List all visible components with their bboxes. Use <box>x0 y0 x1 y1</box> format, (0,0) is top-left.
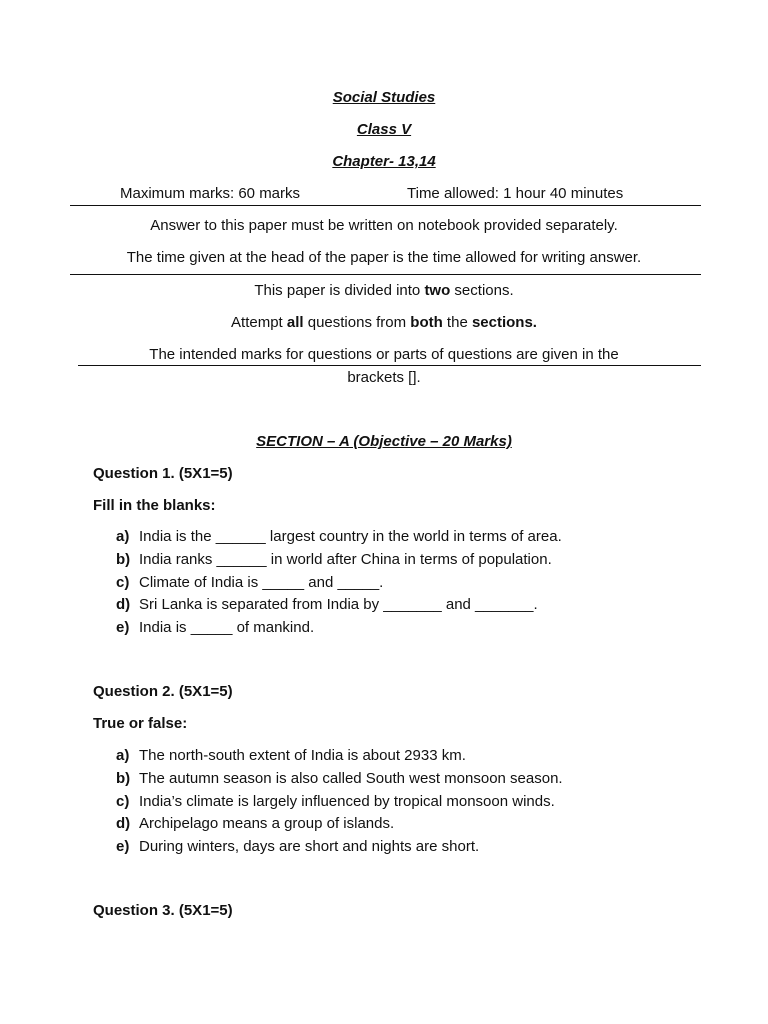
list-item <box>116 745 563 768</box>
item-text: The north-south extent of India is about 2933 km. <box>139 747 466 764</box>
item-text: Climate of India is _____ and _____. <box>139 573 384 591</box>
item-label: e) <box>116 619 130 636</box>
item-label: a) <box>116 528 130 545</box>
item-text: During winters, days are short and nights are short. <box>139 838 480 855</box>
item-label: e) <box>116 838 130 855</box>
divider-2 <box>70 274 701 275</box>
list-item <box>116 836 563 859</box>
text-fragment-bold: all <box>286 314 304 331</box>
item-label: c) <box>116 573 130 591</box>
question-1-list <box>116 526 562 640</box>
instruction-attempt <box>0 313 768 333</box>
list-item <box>116 572 562 595</box>
instruction-brackets: brackets []. <box>347 369 421 386</box>
item-label: b) <box>116 550 131 568</box>
question-2-heading: Question 2. (5X1=5) <box>93 683 233 700</box>
list-item <box>116 768 563 791</box>
chapter-title: Chapter- 13,14 <box>332 153 436 170</box>
time-allowed: Time allowed: 1 hour 40 minutes <box>407 185 624 202</box>
text-fragment-bold: two <box>424 282 451 299</box>
item-label: d) <box>116 815 131 833</box>
item-label: c) <box>116 792 130 810</box>
list-item <box>116 549 562 572</box>
item-label: d) <box>116 596 131 614</box>
instruction-marks: The intended marks for questions or parts of questions are given in the <box>149 346 619 363</box>
text-fragment: questions from <box>303 314 411 331</box>
text-fragment-bold: both <box>410 314 443 331</box>
instruction-notebook: Answer to this paper must be written on notebook provided separately. <box>150 217 618 234</box>
question-2-list <box>116 745 563 859</box>
item-text: India’s climate is largely influenced by tropical monsoon winds. <box>139 792 555 810</box>
text-fragment: sections. <box>450 282 514 299</box>
text-fragment: Attempt <box>231 314 287 331</box>
list-item <box>116 526 562 549</box>
item-text: India ranks ______ in world after China in terms of population. <box>139 550 552 568</box>
question-3-heading: Question 3. (5X1=5) <box>93 902 233 919</box>
item-text: Sri Lanka is separated from India by _______ and _______. <box>139 596 538 614</box>
subject-title: Social Studies <box>332 89 436 106</box>
list-item <box>116 594 562 617</box>
item-text: Archipelago means a group of islands. <box>139 815 395 833</box>
divider-1 <box>70 205 701 206</box>
list-item <box>116 791 563 814</box>
instruction-time: The time given at the head of the paper is the time allowed for writing answer. <box>126 249 642 266</box>
item-text: India is the ______ largest country in the world in terms of area. <box>139 528 562 545</box>
text-fragment-bold: sections. <box>471 314 537 331</box>
question-2-subheading: True or false: <box>93 715 188 732</box>
class-title: Class V <box>356 121 412 138</box>
item-text: The autumn season is also called South west monsoon season. <box>139 769 563 787</box>
list-item <box>116 813 563 836</box>
marks-time-row <box>0 184 768 204</box>
item-label: b) <box>116 769 131 787</box>
instruction-sections <box>0 281 768 301</box>
item-label: a) <box>116 747 130 764</box>
section-a-title: SECTION – A (Objective – 20 Marks) <box>256 433 512 450</box>
divider-3 <box>78 365 701 366</box>
list-item <box>116 617 562 640</box>
maximum-marks: Maximum marks: 60 marks <box>120 185 301 202</box>
question-1-heading: Question 1. (5X1=5) <box>93 465 233 482</box>
text-fragment: This paper is divided into <box>254 282 425 299</box>
item-text: India is _____ of mankind. <box>139 619 315 636</box>
text-fragment: the <box>442 314 472 331</box>
question-1-subheading: Fill in the blanks: <box>93 497 216 514</box>
